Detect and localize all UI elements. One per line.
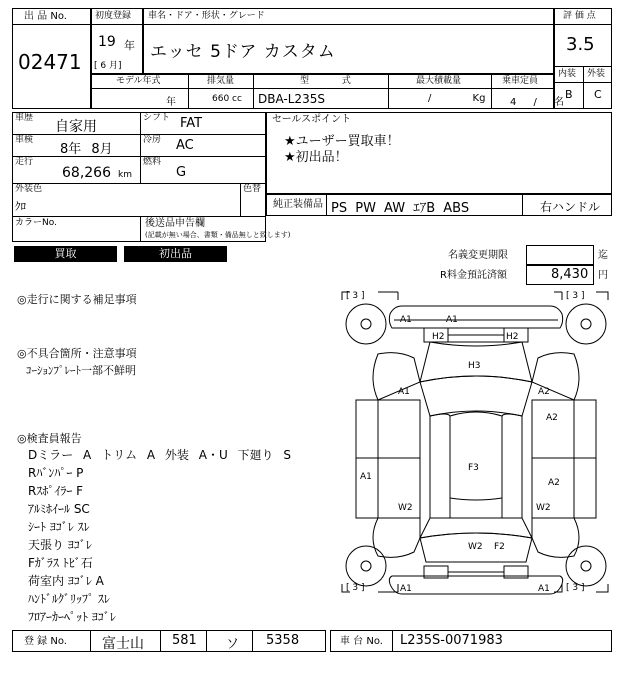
lot-label: 出 品 No.	[24, 11, 67, 22]
name-change-label: 名義変更期限	[448, 250, 508, 261]
interior-grade-label: 内装	[558, 69, 577, 79]
exterior-grade-label: 外装	[587, 69, 606, 79]
car-name-label: 車名・ドア・形状・グレード	[148, 11, 265, 21]
chassis-number-label: 車 台 No.	[340, 636, 383, 647]
fuel-label: 燃料	[143, 157, 162, 167]
registration-month: [ 6 月]	[94, 61, 122, 71]
exterior-grade: C	[594, 88, 602, 101]
displacement-value: 660 cc	[212, 94, 242, 104]
recycle-value: 8,430	[551, 267, 589, 282]
overall-grade: 3.5	[566, 34, 595, 55]
damage-mark: A1	[446, 315, 458, 325]
color-value: ｸﾛ	[15, 200, 26, 213]
badge-buyback: 買取	[14, 246, 117, 262]
damage-mark: F2	[494, 542, 505, 552]
recycle-unit: 円	[598, 270, 608, 281]
registration-area: 富士山	[102, 636, 144, 652]
equipment-value: PS PW AW ｴｱB ABS	[331, 201, 470, 216]
corner-tag-front-left: [ 3 ]	[346, 291, 365, 301]
color-no-label: カラーNo.	[15, 218, 57, 228]
equipment-label: 純正装備品	[273, 199, 323, 210]
damage-mark: H2	[506, 332, 519, 342]
inspector-line: ﾊﾝﾄﾞﾙｸﾞﾘｯﾌﾟ ｽﾚ	[28, 592, 110, 606]
registration-year-unit: 年	[124, 39, 135, 52]
type-label: 型 式	[300, 76, 351, 86]
repaint-label: 色替	[243, 184, 262, 194]
history-label: 車歴	[15, 113, 34, 123]
ac-value: AC	[176, 138, 194, 153]
inspector-line: ｼｰﾄ ﾖｺﾞﾚ ｽﾚ	[28, 520, 90, 534]
inspector-line: Rｽﾎﾟｲﾗｰ F	[28, 484, 84, 498]
inspector-line: 天張り ﾖｺﾞﾚ	[28, 538, 92, 552]
inspector-line: Fｶﾞﾗｽ ﾄﾋﾞ石	[28, 556, 93, 570]
lot-number: 02471	[18, 50, 82, 74]
model-year-unit: 年	[166, 97, 176, 108]
inspector-line: Dミラー A トリム A 外装 A・U 下廻り S	[28, 448, 291, 462]
accessory-note: (記載が無い場合、書類・備品無しと致します)	[145, 231, 291, 239]
damage-mark: A2	[548, 478, 560, 488]
type-value: DBA-L235S	[258, 92, 325, 106]
damage-mark: A2	[546, 413, 558, 423]
model-year-label: モデル年式	[116, 76, 161, 86]
registration-number-label: 登 録 No.	[24, 636, 67, 647]
steering-value: 右ハンドル	[540, 200, 601, 214]
name-change-box	[526, 245, 594, 265]
registration-kana: ソ	[226, 637, 240, 652]
damage-mark: A1	[538, 584, 550, 594]
badge-first-listing: 初出品	[124, 246, 227, 262]
damage-mark: A1	[400, 584, 412, 594]
registration-number: 5358	[266, 633, 300, 648]
corner-tag-rear-right: [ 3 ]	[566, 583, 585, 593]
registration-label: 初度登録	[95, 11, 132, 21]
displacement-label: 排気量	[207, 76, 235, 86]
damage-mark: A1	[398, 387, 410, 397]
damage-mark: F3	[468, 463, 479, 473]
ac-label: 冷房	[143, 135, 162, 145]
mileage-label: 走行	[15, 157, 34, 167]
supplement-title: ◎走行に関する補足事項	[17, 293, 137, 306]
mileage-unit: km	[118, 170, 132, 180]
load-value: / Kg	[428, 93, 486, 104]
shift-value: FAT	[180, 116, 203, 131]
chassis-number: L235S-0071983	[400, 633, 503, 648]
grade-label: 評 価 点	[563, 11, 596, 21]
inspector-line: 荷室内 ﾖｺﾞﾚ A	[28, 574, 104, 588]
damage-mark: A1	[360, 472, 372, 482]
fuel-value: G	[176, 165, 187, 180]
damage-mark: W2	[398, 503, 413, 513]
corner-tag-front-right: [ 3 ]	[566, 291, 585, 301]
vehicle-damage-diagram	[338, 288, 614, 628]
interior-grade: B	[565, 88, 573, 101]
shift-label: シフト	[143, 113, 171, 123]
registration-year: 19	[98, 34, 116, 50]
sales-point-line: ★初出品！	[284, 150, 348, 165]
color-label: 外装色	[15, 184, 43, 194]
car-name: エッセ 5ドア カスタム	[150, 42, 336, 62]
accessory-label: 後送品申告欄	[145, 218, 205, 229]
name-change-unit: 迄	[598, 250, 608, 261]
inspection-value: 8年 8月	[60, 142, 113, 157]
defect-title: ◎不具合箇所・注意事項	[17, 347, 137, 360]
defect-line: ｺｰｼｮﾝﾌﾟﾚｰﾄ一部不鮮明	[26, 364, 136, 377]
damage-mark: W2	[468, 542, 483, 552]
inspector-line: ﾌﾛｱｰｶｰﾍﾟｯﾄ ﾖｺﾞﾚ	[28, 610, 116, 624]
damage-mark: W2	[536, 503, 551, 513]
sales-point-label: セールスポイント	[272, 114, 352, 125]
damage-mark: H3	[468, 361, 481, 371]
inspection-label: 車検	[15, 135, 34, 145]
history-value: 自家用	[55, 119, 97, 135]
inspector-line: Rﾊﾞﾝﾊﾟｰ P	[28, 466, 84, 480]
capacity-value: 4 / 名	[510, 97, 565, 108]
inspector-line: ｱﾙﾐﾎｲｰﾙ SC	[28, 502, 90, 516]
corner-tag-rear-left: [ 3 ]	[346, 583, 365, 593]
load-label: 最大積載量	[416, 76, 462, 86]
capacity-label: 乗車定員	[502, 76, 539, 86]
mileage-value: 68,266	[62, 165, 111, 181]
sales-point-line: ★ユーザー買取車！	[284, 134, 400, 149]
registration-class: 581	[172, 633, 197, 648]
damage-mark: A1	[400, 315, 412, 325]
recycle-label: R料金預託済額	[440, 270, 507, 281]
damage-mark: A2	[538, 387, 550, 397]
damage-mark: H2	[432, 332, 445, 342]
inspector-title: ◎検査員報告	[17, 432, 82, 445]
